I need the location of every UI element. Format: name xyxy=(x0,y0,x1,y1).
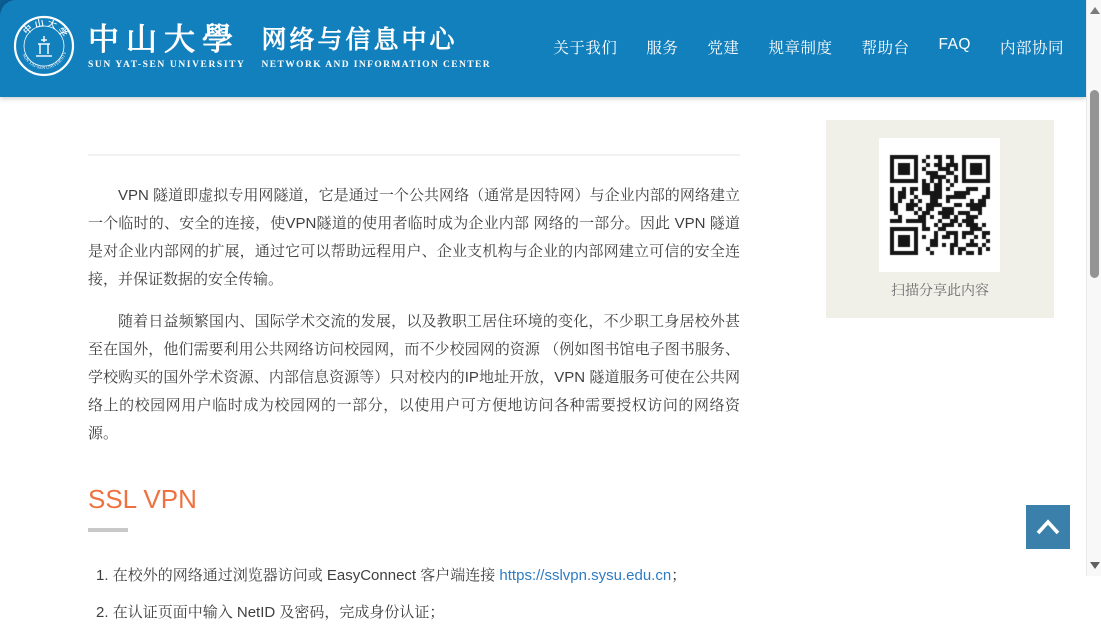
step-text-suffix: ； xyxy=(671,567,687,584)
qr-caption: 扫描分享此内容 xyxy=(891,282,989,298)
svg-text:SUN YAT-SEN UNIVERSITY: SUN YAT-SEN UNIVERSITY xyxy=(21,50,68,71)
step-item-2 xyxy=(96,599,740,627)
step-item-1 xyxy=(96,562,740,590)
content-divider xyxy=(88,154,740,156)
site-logo[interactable] xyxy=(12,14,491,78)
qr-share-card xyxy=(826,120,1054,318)
nav-item-regulations[interactable]: 规章制度 xyxy=(768,40,833,57)
university-name-cn: 中山大學 xyxy=(88,21,240,57)
nav-item-helpdesk[interactable]: 帮助台 xyxy=(861,40,910,57)
scrollbar-thumb[interactable] xyxy=(1090,90,1099,278)
university-seal-icon xyxy=(12,14,76,78)
sslvpn-link[interactable]: https://sslvpn.sysu.edu.cn xyxy=(499,567,672,584)
scroll-down-arrow-icon[interactable] xyxy=(1090,562,1100,569)
nav-item-about[interactable]: 关于我们 xyxy=(553,40,618,57)
nav-item-party[interactable]: 党建 xyxy=(707,40,740,57)
step-text: 在认证页面中输入 NetID 及密码，完成身份认证； xyxy=(112,604,445,621)
step-number: 2. xyxy=(96,604,113,621)
nav-item-internal[interactable]: 内部协同 xyxy=(999,40,1064,57)
center-name-en: NETWORK AND INFORMATION CENTER xyxy=(261,59,491,70)
vpn-intro-paragraph: VPN 隧道即虚拟专用网隧道，它是通过一个公共网络（通常是因特网）与企业内部的网络建立一个临时的、安全的连接，使VPN隧道的使用者临时成为企业内部 网络的一部分。因此 VPN 隧道是对企业内部网的扩展，通过它可以帮助远程用户、企业支机构与企业的内部网建立可信的安全连接，并保证数据的安全传输。 xyxy=(88,187,740,288)
center-name-cn: 网络与信息中心 xyxy=(261,25,458,54)
qr-code-image xyxy=(879,138,1000,272)
chevron-up-icon xyxy=(1030,512,1066,542)
scrollbar[interactable] xyxy=(1086,0,1101,576)
article-content xyxy=(88,97,740,636)
vpn-usage-paragraph: 随着日益频繁国内、国际学术交流的发展，以及教职工居住环境的变化，不少职工身居校外甚至在国外，他们需要利用公共网络访问校园网，而不少校园网的资源 （例如图书馆电子图书服务、学校购买的国外学术资源、内部信息资源等）只对校内的IP地址开放，VPN 隧道服务可使在公共网络上的校园网用户临时成为校园网的一部分，以使用户可方便地访问各种需要授权访问的网络资源。 xyxy=(88,313,740,442)
header xyxy=(0,0,1086,97)
nav-item-services[interactable]: 服务 xyxy=(646,40,679,57)
ssl-vpn-heading: SSL VPN xyxy=(88,484,197,514)
scroll-to-top-button[interactable] xyxy=(1026,505,1070,549)
main-nav xyxy=(553,36,1064,58)
step-text: 在校外的网络通过浏览器访问或 EasyConnect 客户端连接 xyxy=(112,567,500,584)
scroll-up-arrow-icon[interactable] xyxy=(1090,7,1100,14)
nav-item-faq[interactable]: FAQ xyxy=(938,36,971,53)
ssl-vpn-steps xyxy=(88,562,740,627)
svg-text:中 山 大 学: 中 山 大 学 xyxy=(21,17,70,39)
heading-underline xyxy=(88,528,128,532)
step-number: 1. xyxy=(96,567,113,584)
header-background xyxy=(0,0,1086,97)
university-name-en: SUN YAT-SEN UNIVERSITY xyxy=(88,59,246,70)
